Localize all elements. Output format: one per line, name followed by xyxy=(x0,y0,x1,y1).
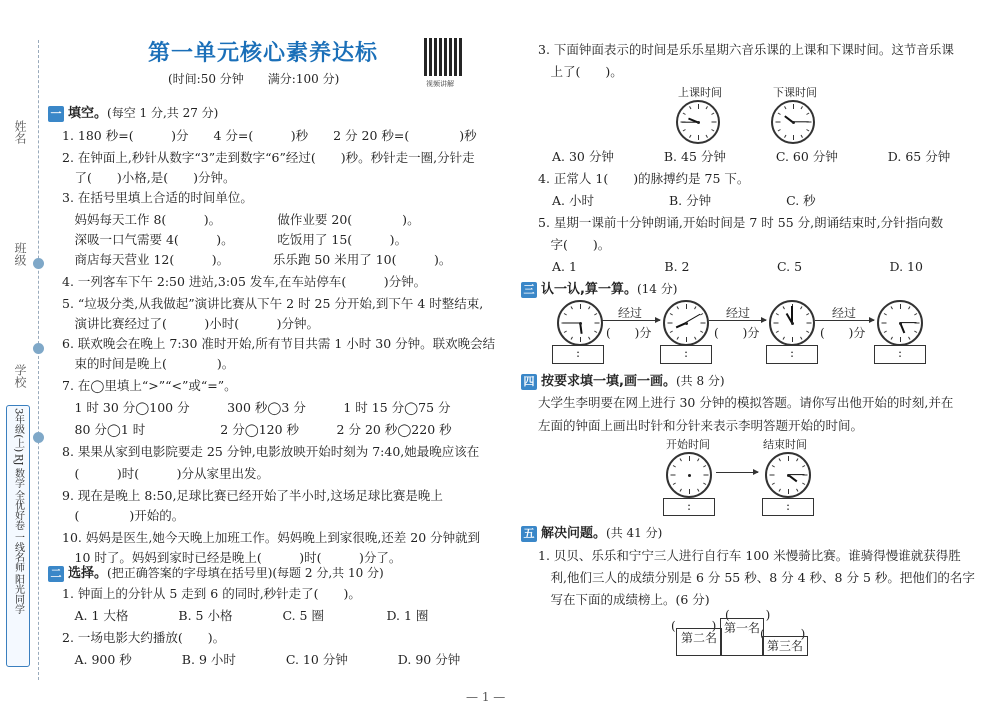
question-text: 左面的钟面上画出时针和分针来表示李明答题开始的时间。 xyxy=(538,418,864,433)
clock-tick xyxy=(571,337,573,340)
question-line: 2. 一场电影大约播放( )。 xyxy=(62,630,226,645)
question-text: 利,他们三人的成绩分别是 6 分 55 秒、8 分 4 秒、8 分 5 秒。把他们的名字 xyxy=(538,570,975,585)
podium-blank-third[interactable]: ( ) xyxy=(760,627,806,641)
clock-tick xyxy=(580,304,581,309)
clock-tick xyxy=(686,304,687,309)
clock-tick xyxy=(784,106,786,109)
clock-tick xyxy=(793,135,794,140)
question-line: ( )时( )分从家里出发。 xyxy=(62,466,270,481)
clock-tick xyxy=(776,331,779,333)
time-box[interactable]: : xyxy=(552,345,604,364)
clock-tick xyxy=(677,306,679,309)
elapsed-label: 经过 xyxy=(618,306,643,320)
clock-4 xyxy=(877,300,923,346)
clock-tick xyxy=(772,465,775,467)
clock-tick xyxy=(800,337,802,340)
clock-tick xyxy=(776,313,779,315)
clock-tick xyxy=(595,323,600,324)
podium-blank-second[interactable]: ( ) xyxy=(671,619,717,633)
clock-tick xyxy=(783,306,785,309)
clock-tick xyxy=(698,104,699,109)
section-number: 一 xyxy=(48,106,64,122)
clock-tick xyxy=(779,489,781,492)
option-row: A. 小时 B. 分钟 C. 秒 xyxy=(552,193,816,208)
clock-tick xyxy=(801,135,803,138)
clock-tick xyxy=(802,465,805,467)
clock-tick xyxy=(788,456,789,461)
podium-blank-first[interactable]: ( ) xyxy=(725,608,771,622)
time-box[interactable]: : xyxy=(660,345,712,364)
question-line: 商店每天营业 12( )。 乐乐跑 50 米用了 10( )。 xyxy=(62,252,452,267)
clock-tick xyxy=(580,337,581,342)
section-note: (共 41 分) xyxy=(606,526,663,540)
clock-tick xyxy=(806,129,809,131)
clock-tick xyxy=(683,113,686,115)
clock-label: 开始时间 xyxy=(666,438,710,451)
clock-tick xyxy=(792,337,793,342)
clock-tick xyxy=(706,106,708,109)
hour-hand xyxy=(579,323,583,334)
book-slogan: 一线名师 xyxy=(12,531,24,572)
arrow-icon xyxy=(716,472,758,473)
clock-3 xyxy=(769,300,815,346)
clock-tick xyxy=(806,113,809,115)
podium-third xyxy=(762,636,808,656)
clock-tick xyxy=(711,129,714,131)
section-title: 选择。 xyxy=(68,566,108,581)
clock-tick xyxy=(670,331,673,333)
option-row: A. 1 B. 2 C. 5 D. 10 xyxy=(552,259,923,274)
elapsed-label: 经过 xyxy=(832,306,857,320)
clock-tick xyxy=(588,337,590,340)
clock-1 xyxy=(557,300,603,346)
clock-tick xyxy=(700,331,703,333)
clock-tick xyxy=(882,323,887,324)
clock-tick xyxy=(703,483,706,485)
minute-hand xyxy=(793,121,809,122)
clock-tick xyxy=(673,465,676,467)
clock-label: 结束时间 xyxy=(763,438,807,451)
section-title: 按要求填一填,画一画。 xyxy=(541,374,676,389)
clock-tick xyxy=(677,337,679,340)
clock-tick xyxy=(680,458,682,461)
section-note: (14 分) xyxy=(636,282,678,296)
section-title: 解决问题。 xyxy=(541,526,607,541)
clock-tick xyxy=(796,458,798,461)
clock-tick xyxy=(914,313,917,315)
question-line: 9. 现在是晚上 8:50,足球比赛已经开始了半小时,这场足球比赛是晚上 xyxy=(62,488,443,503)
question-text: 大学生李明要在网上进行 30 分钟的模拟答题。请你写出他开始的时刻,并在 xyxy=(538,395,954,410)
clock-tick xyxy=(806,313,809,315)
binding-hole xyxy=(33,432,44,443)
minute-hand xyxy=(686,314,701,324)
clock-tick xyxy=(671,475,676,476)
question-line: 演讲比赛经过了( )小时( )分钟。 xyxy=(62,316,320,331)
time-box[interactable]: : xyxy=(663,498,715,516)
section-heading-5 xyxy=(521,522,662,542)
qr-code-icon[interactable] xyxy=(424,38,462,76)
clock-tick xyxy=(712,122,717,123)
section-note: (每空 1 分,共 27 分) xyxy=(107,106,219,120)
question-line: 10. 妈妈是医生,她今天晚上加班工作。妈妈晚上到家很晚,还差 20 分钟就到 xyxy=(62,530,481,545)
section-number: 二 xyxy=(48,566,64,582)
section-number: 五 xyxy=(521,526,537,542)
clock-tick xyxy=(783,337,785,340)
section-number: 三 xyxy=(521,282,537,298)
question-line: A. 900 秒 B. 9 小时 C. 10 分钟 D. 90 分钟 xyxy=(62,652,461,667)
clock-tick xyxy=(689,456,690,461)
book-subject: 数学 xyxy=(12,467,24,488)
clock-tick xyxy=(689,135,691,138)
clock-end xyxy=(771,100,815,144)
clock-tick xyxy=(594,331,597,333)
clock-tick xyxy=(900,304,901,309)
section-heading-4 xyxy=(521,370,725,390)
clock-tick xyxy=(564,313,567,315)
section-note: (共 8 分) xyxy=(675,374,725,388)
section-title: 填空。 xyxy=(68,106,108,121)
question-line: 束的时间是晚上( )。 xyxy=(62,356,235,371)
clock-tick xyxy=(806,331,809,333)
exam-info: (时间:50 分钟 满分:100 分) xyxy=(168,72,340,86)
elapsed-blank[interactable]: ( )分 xyxy=(820,326,866,340)
question-line: 妈妈每天工作 8( )。 做作业要 20( )。 xyxy=(62,212,420,227)
minute-hand xyxy=(682,121,698,122)
option-row: A. 30 分钟 B. 45 分钟 C. 60 分钟 D. 65 分钟 xyxy=(552,149,951,164)
clock-tick xyxy=(914,331,917,333)
clock-tick xyxy=(900,337,901,342)
clock-tick xyxy=(778,113,781,115)
question-line: 8. 果果从家到电影院要走 25 分钟,电影放映开始时刻为 7:40,她最晚应该在 xyxy=(62,444,480,459)
clock-tick xyxy=(571,306,573,309)
question-text: 4. 正常人 1( )的脉搏约是 75 下。 xyxy=(538,171,750,186)
binding-hole xyxy=(33,343,44,354)
question-text: 写在下面的成绩榜上。(6 分) xyxy=(538,592,710,607)
question-line: 了( )小格,是( )分钟。 xyxy=(62,170,236,185)
clock-tick xyxy=(594,313,597,315)
clock-tick xyxy=(788,489,789,494)
book-series-strip xyxy=(6,405,30,667)
clock-tick xyxy=(673,483,676,485)
clock-tick xyxy=(668,323,673,324)
clock-tick xyxy=(891,337,893,340)
clock-tick xyxy=(564,331,567,333)
podium-second-label: 第二名 xyxy=(680,631,717,645)
clock-tick xyxy=(802,483,805,485)
clock-tick xyxy=(701,323,706,324)
book-series: 全优好卷 xyxy=(12,489,24,530)
minute-hand xyxy=(900,322,917,323)
clock-tick xyxy=(694,337,696,340)
clock-tick xyxy=(796,489,798,492)
question-line: 3. 在括号里填上合适的时间单位。 xyxy=(62,190,253,205)
podium-third-label: 第三名 xyxy=(766,639,803,653)
clock-tick xyxy=(793,104,794,109)
clock-tick xyxy=(778,129,781,131)
question-line: 7. 在◯里填上“>”“<”或“=”。 xyxy=(62,378,237,393)
question-line: 10 时了。妈妈到家时已经是晚上( )时( )分了。 xyxy=(62,550,402,565)
clock-tick xyxy=(711,113,714,115)
section-number: 四 xyxy=(521,374,537,390)
clock-tick xyxy=(704,475,709,476)
hour-hand xyxy=(676,322,687,328)
clock-start xyxy=(676,100,720,144)
clock-label: 下课时间 xyxy=(773,86,817,99)
clock-draw-start[interactable] xyxy=(666,452,712,498)
clock-tick xyxy=(697,489,699,492)
clock-tick xyxy=(772,483,775,485)
binding-hole xyxy=(33,258,44,269)
clock-tick xyxy=(703,465,706,467)
question-line: A. 1 大格 B. 5 小格 C. 5 圈 D. 1 圈 xyxy=(62,608,429,623)
school-label: 学校 xyxy=(13,364,27,388)
class-label: 班级 xyxy=(13,242,27,266)
question-line: 1 时 30 分◯100 分 300 秒◯3 分 1 时 15 分◯75 分 xyxy=(62,400,451,415)
elapsed-blank[interactable]: ( )分 xyxy=(714,326,760,340)
qr-label: 视频讲解 xyxy=(426,80,454,88)
clock-tick xyxy=(784,135,786,138)
podium-first-label: 第一名 xyxy=(723,621,760,635)
elapsed-blank[interactable]: ( )分 xyxy=(606,326,652,340)
question-text: 字( )。 xyxy=(538,237,611,252)
clock-tick xyxy=(884,331,887,333)
page-number: — 1 — xyxy=(466,690,506,704)
clock-tick xyxy=(774,323,779,324)
book-edition: RJ xyxy=(12,454,24,466)
clock-tick xyxy=(800,306,802,309)
section-heading-1 xyxy=(48,102,218,122)
time-box[interactable]: : xyxy=(762,498,814,516)
clock-tick xyxy=(891,306,893,309)
minute-hand xyxy=(563,322,580,323)
clock-tick xyxy=(689,489,690,494)
book-grade: 3年级(上) xyxy=(12,408,24,453)
clock-tick xyxy=(908,306,910,309)
question-line: ( )开始的。 xyxy=(62,508,185,523)
clock-tick xyxy=(697,458,699,461)
elapsed-label: 经过 xyxy=(726,306,751,320)
name-label: 姓名 xyxy=(13,120,27,144)
question-text: 1. 贝贝、乐乐和宁宁三人进行自行车 100 米慢骑比赛。谁骑得慢谁就获得胜 xyxy=(538,548,961,563)
podium-first xyxy=(720,618,764,656)
clock-tick xyxy=(689,106,691,109)
clock-tick xyxy=(776,122,781,123)
clock-tick xyxy=(908,337,910,340)
minute-hand xyxy=(791,306,792,323)
question-line: 2. 在钟面上,秒针从数字“3”走到数字“6”经过( )秒。秒针走一圈,分针走 xyxy=(62,150,475,165)
page-title: 第一单元核心素养达标 xyxy=(148,41,379,66)
clock-tick xyxy=(588,306,590,309)
clock-tick xyxy=(706,135,708,138)
clock-tick xyxy=(670,313,673,315)
minute-hand xyxy=(788,474,805,475)
section-heading-2 xyxy=(48,562,384,582)
clock-tick xyxy=(683,129,686,131)
time-box[interactable]: : xyxy=(874,345,926,364)
clock-tick xyxy=(770,475,775,476)
clock-tick xyxy=(698,135,699,140)
clock-tick xyxy=(807,323,812,324)
clock-tick xyxy=(884,313,887,315)
clock-2 xyxy=(663,300,709,346)
question-line: 1. 180 秒=( )分 4 分=( )秒 2 分 20 秒=( )秒 xyxy=(62,128,477,143)
clock-tick xyxy=(686,337,687,342)
section-note: (把正确答案的字母填在括号里)(每题 2 分,共 10 分) xyxy=(107,566,384,580)
section-title: 认一认,算一算。 xyxy=(541,282,637,297)
question-text: 5. 星期一课前十分钟朗诵,开始时间是 7 时 55 分,朗诵结束时,分针指向数 xyxy=(538,215,944,230)
clock-label: 上课时间 xyxy=(678,86,722,99)
question-text: 上了( )。 xyxy=(538,64,623,79)
clock-tick xyxy=(694,306,696,309)
section-heading-3 xyxy=(521,278,677,298)
clock-tick xyxy=(779,458,781,461)
question-text: 3. 下面钟面表示的时间是乐乐星期六音乐课的上课和下课时间。这节音乐课 xyxy=(538,42,954,57)
question-line: 深吸一口气需要 4( )。 吃饭用了 15( )。 xyxy=(62,232,408,247)
time-box[interactable]: : xyxy=(766,345,818,364)
question-line: 5. “垃圾分类,从我做起”演讲比赛从下午 2 时 25 分开始,到下午 4 时整结束, xyxy=(62,296,484,311)
question-line: 4. 一列客车下午 2:50 进站,3:05 发车,在车站停车( )分钟。 xyxy=(62,274,427,289)
question-line: 1. 钟面上的分针从 5 走到 6 的同时,秒针走了( )。 xyxy=(62,586,361,601)
clock-tick xyxy=(680,489,682,492)
podium-second xyxy=(676,628,722,656)
hour-hand xyxy=(899,323,905,334)
hour-hand xyxy=(784,115,794,123)
clock-tick xyxy=(801,106,803,109)
clock-end-time xyxy=(765,452,811,498)
question-line: 80 分◯1 时 2 分◯120 秒 2 分 20 秒◯220 秒 xyxy=(62,422,452,437)
binding-line xyxy=(38,40,39,680)
book-brand: 阳光同学 xyxy=(12,573,24,614)
question-line: 6. 联欢晚会在晚上 7:30 准时开始,所有节目共需 1 小时 30 分钟。联欢晚会结 xyxy=(62,336,496,351)
